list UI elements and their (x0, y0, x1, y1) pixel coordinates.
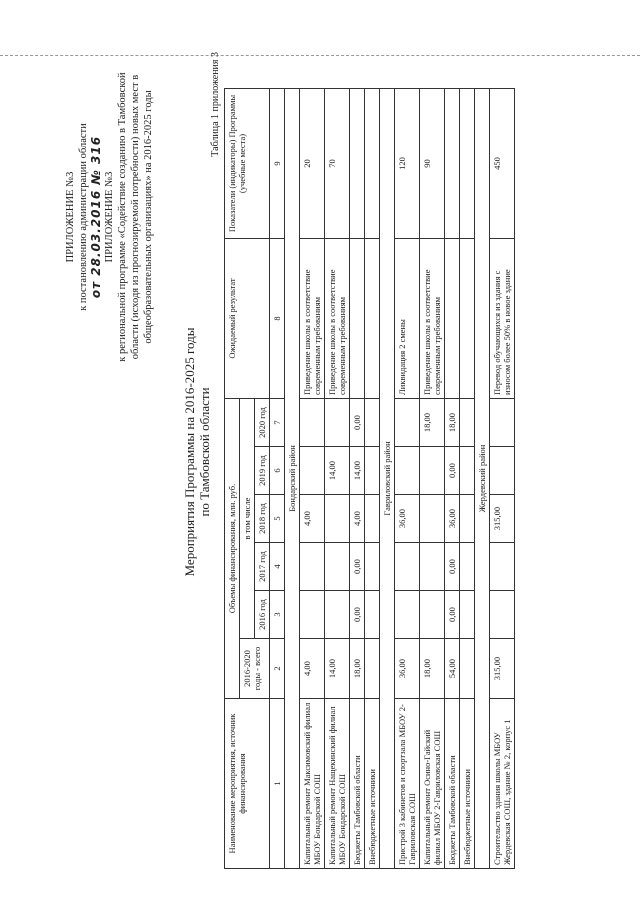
section-title: Бондарский район (285, 89, 300, 869)
cell-y2018: 315,00 (490, 495, 515, 543)
cell-indicator (445, 89, 460, 239)
cell-name: Внебюджетные источники (365, 699, 380, 869)
cell-y2018: 4,00 (350, 495, 365, 543)
cell-y2017 (365, 543, 380, 591)
cell-name: Бюджеты Тамбовской области (350, 699, 365, 869)
col-number: 5 (270, 495, 285, 543)
activities-table (224, 88, 515, 869)
cell-y2017 (420, 543, 445, 591)
cell-y2019 (460, 447, 475, 495)
program-line-2: области (исходя из прогнозируемой потребности) новых мест в (130, 74, 141, 360)
cell-y2019 (365, 447, 380, 495)
cell-y2016 (490, 591, 515, 639)
cell-y2019 (420, 447, 445, 495)
cell-y2016 (460, 591, 475, 639)
cell-indicator (350, 89, 365, 239)
cell-y2018: 4,00 (300, 495, 325, 543)
cell-result: Перевод обучающихся из здания с износом более 50% в новое здание (490, 239, 515, 399)
header-result: Ожидаемый результат (225, 239, 270, 399)
cell-y2018: 36,00 (445, 495, 460, 543)
cell-y2020 (300, 399, 325, 447)
section-row (285, 89, 300, 869)
cell-y2019: 14,00 (350, 447, 365, 495)
appendix-main-title: ПРИЛОЖЕНИЕ №3 (65, 171, 76, 263)
column-number-row (270, 89, 285, 869)
header-year-2018: 2018 год (255, 495, 270, 543)
header-name: Наименование мероприятия, источник финансирования (225, 699, 270, 869)
cell-y2020 (490, 399, 515, 447)
cell-name: Капитальный ремонт Нащекинский филиал МБОУ Бондарской СОШ (325, 699, 350, 869)
table-row (490, 89, 515, 869)
cell-y2016 (300, 591, 325, 639)
cell-total: 36,00 (395, 639, 420, 699)
col-number: 1 (270, 699, 285, 869)
document-title (182, 27, 212, 877)
section-row (380, 89, 395, 869)
cell-name: Бюджеты Тамбовской области (445, 699, 460, 869)
cell-y2019: 0,00 (445, 447, 460, 495)
cell-y2019 (395, 447, 420, 495)
header-year-2020: 2020 год (255, 399, 270, 447)
cell-total: 14,00 (325, 639, 350, 699)
header-row-1 (225, 89, 240, 869)
cell-y2020: 0,00 (350, 399, 365, 447)
table-row (445, 89, 460, 869)
header-year-2019: 2019 год (255, 447, 270, 495)
rotated-document-page (60, 27, 580, 877)
header-funding: Объемы финансирования, млн. руб. (225, 399, 240, 699)
cell-indicator (460, 89, 475, 239)
cell-name: Строительство здания школы МБОУ Жердевская СОШ, здание № 2, корпус 1 (490, 699, 515, 869)
cell-indicator: 90 (420, 89, 445, 239)
cell-name: Пристрой 3 кабинетов и спортзала МБОУ 2-Гавриловская СОШ (395, 699, 420, 869)
cell-y2017: 0,00 (445, 543, 460, 591)
cell-y2020: 18,00 (420, 399, 445, 447)
cell-y2018 (460, 495, 475, 543)
table-row (395, 89, 420, 869)
table-body (285, 89, 515, 869)
cell-y2017 (460, 543, 475, 591)
cell-y2016: 0,00 (445, 591, 460, 639)
table-row (300, 89, 325, 869)
col-number: 2 (270, 639, 285, 699)
cell-result: Приведение школы в соответствие современным требованиям (325, 239, 350, 399)
table-row (365, 89, 380, 869)
cell-y2016 (420, 591, 445, 639)
cell-result (460, 239, 475, 399)
cell-result: Приведение школы в соответствие современным требованиям (420, 239, 445, 399)
cell-y2020: 18,00 (445, 399, 460, 447)
appendix-header (64, 37, 155, 397)
header-indicator: Показатели (индикаторы) Программы (учебные места) (225, 89, 270, 239)
col-number: 6 (270, 447, 285, 495)
cell-indicator: 70 (325, 89, 350, 239)
table-row (325, 89, 350, 869)
cell-total: 18,00 (420, 639, 445, 699)
cell-y2018 (365, 495, 380, 543)
col-number: 7 (270, 399, 285, 447)
header-year-2016: 2016 год (255, 591, 270, 639)
cell-result (350, 239, 365, 399)
cell-result: Ликвидация 2 смены (395, 239, 420, 399)
section-title: Гавриловский район (380, 89, 395, 869)
section-row (475, 89, 490, 869)
cell-total: 18,00 (350, 639, 365, 699)
section-title: Жердевский район (475, 89, 490, 869)
cell-y2019 (300, 447, 325, 495)
cell-y2017 (325, 543, 350, 591)
cell-total: 315,00 (490, 639, 515, 699)
handwritten-resolution-date: от 28.03.2016 № 316 (89, 135, 103, 299)
col-number: 9 (270, 89, 285, 239)
program-line-1: к региональной программе «Содействие созданию в Тамбовской (117, 72, 128, 362)
cell-indicator: 20 (300, 89, 325, 239)
title-line-1: Мероприятия Программы на 2016-2025 годы (182, 327, 197, 577)
cell-total: 4,00 (300, 639, 325, 699)
cell-y2018 (420, 495, 445, 543)
resolution-line: к постановлению администрации области (78, 123, 89, 311)
cell-y2016 (395, 591, 420, 639)
header-including: в том числе (240, 399, 255, 639)
header-total: 2016-2020 годы - всего (240, 639, 270, 699)
cell-name: Капитальный ремонт Осино-Гайский филиал МБОУ 2-Гавриловская СОШ (420, 699, 445, 869)
table-row (350, 89, 365, 869)
cell-result (365, 239, 380, 399)
cell-y2017 (300, 543, 325, 591)
cell-name: Внебюджетные источники (460, 699, 475, 869)
cell-y2019 (490, 447, 515, 495)
cell-total: 54,00 (445, 639, 460, 699)
table-row (420, 89, 445, 869)
cell-name: Капитальный ремонт Максимовский филиал МБОУ Бондарской СОШ (300, 699, 325, 869)
cell-y2020 (365, 399, 380, 447)
header-year-2017: 2017 год (255, 543, 270, 591)
col-number: 4 (270, 543, 285, 591)
col-number: 3 (270, 591, 285, 639)
cell-y2020 (395, 399, 420, 447)
col-number: 8 (270, 239, 285, 399)
cell-y2017: 0,00 (350, 543, 365, 591)
cell-y2016 (365, 591, 380, 639)
cell-indicator (365, 89, 380, 239)
cell-y2017 (395, 543, 420, 591)
cell-y2020 (325, 399, 350, 447)
program-line-3: общеобразовательных организациях» на 2016-2025 годы (143, 90, 154, 344)
cell-y2016: 0,00 (350, 591, 365, 639)
cell-total (460, 639, 475, 699)
table-note: Таблица 1 приложения 3 (210, 52, 221, 157)
cell-y2018 (325, 495, 350, 543)
appendix-sub-title: ПРИЛОЖЕНИЕ №3 (104, 171, 115, 263)
cell-y2016 (325, 591, 350, 639)
cell-indicator: 120 (395, 89, 420, 239)
cell-indicator: 450 (490, 89, 515, 239)
cell-y2018: 36,00 (395, 495, 420, 543)
cell-y2020 (460, 399, 475, 447)
cell-total (365, 639, 380, 699)
cell-y2017 (490, 543, 515, 591)
cell-result: Приведение школы в соответствие современным требованиям (300, 239, 325, 399)
cell-result (445, 239, 460, 399)
table-row (460, 89, 475, 869)
title-line-2: по Тамбовской области (197, 387, 212, 517)
cell-y2019: 14,00 (325, 447, 350, 495)
